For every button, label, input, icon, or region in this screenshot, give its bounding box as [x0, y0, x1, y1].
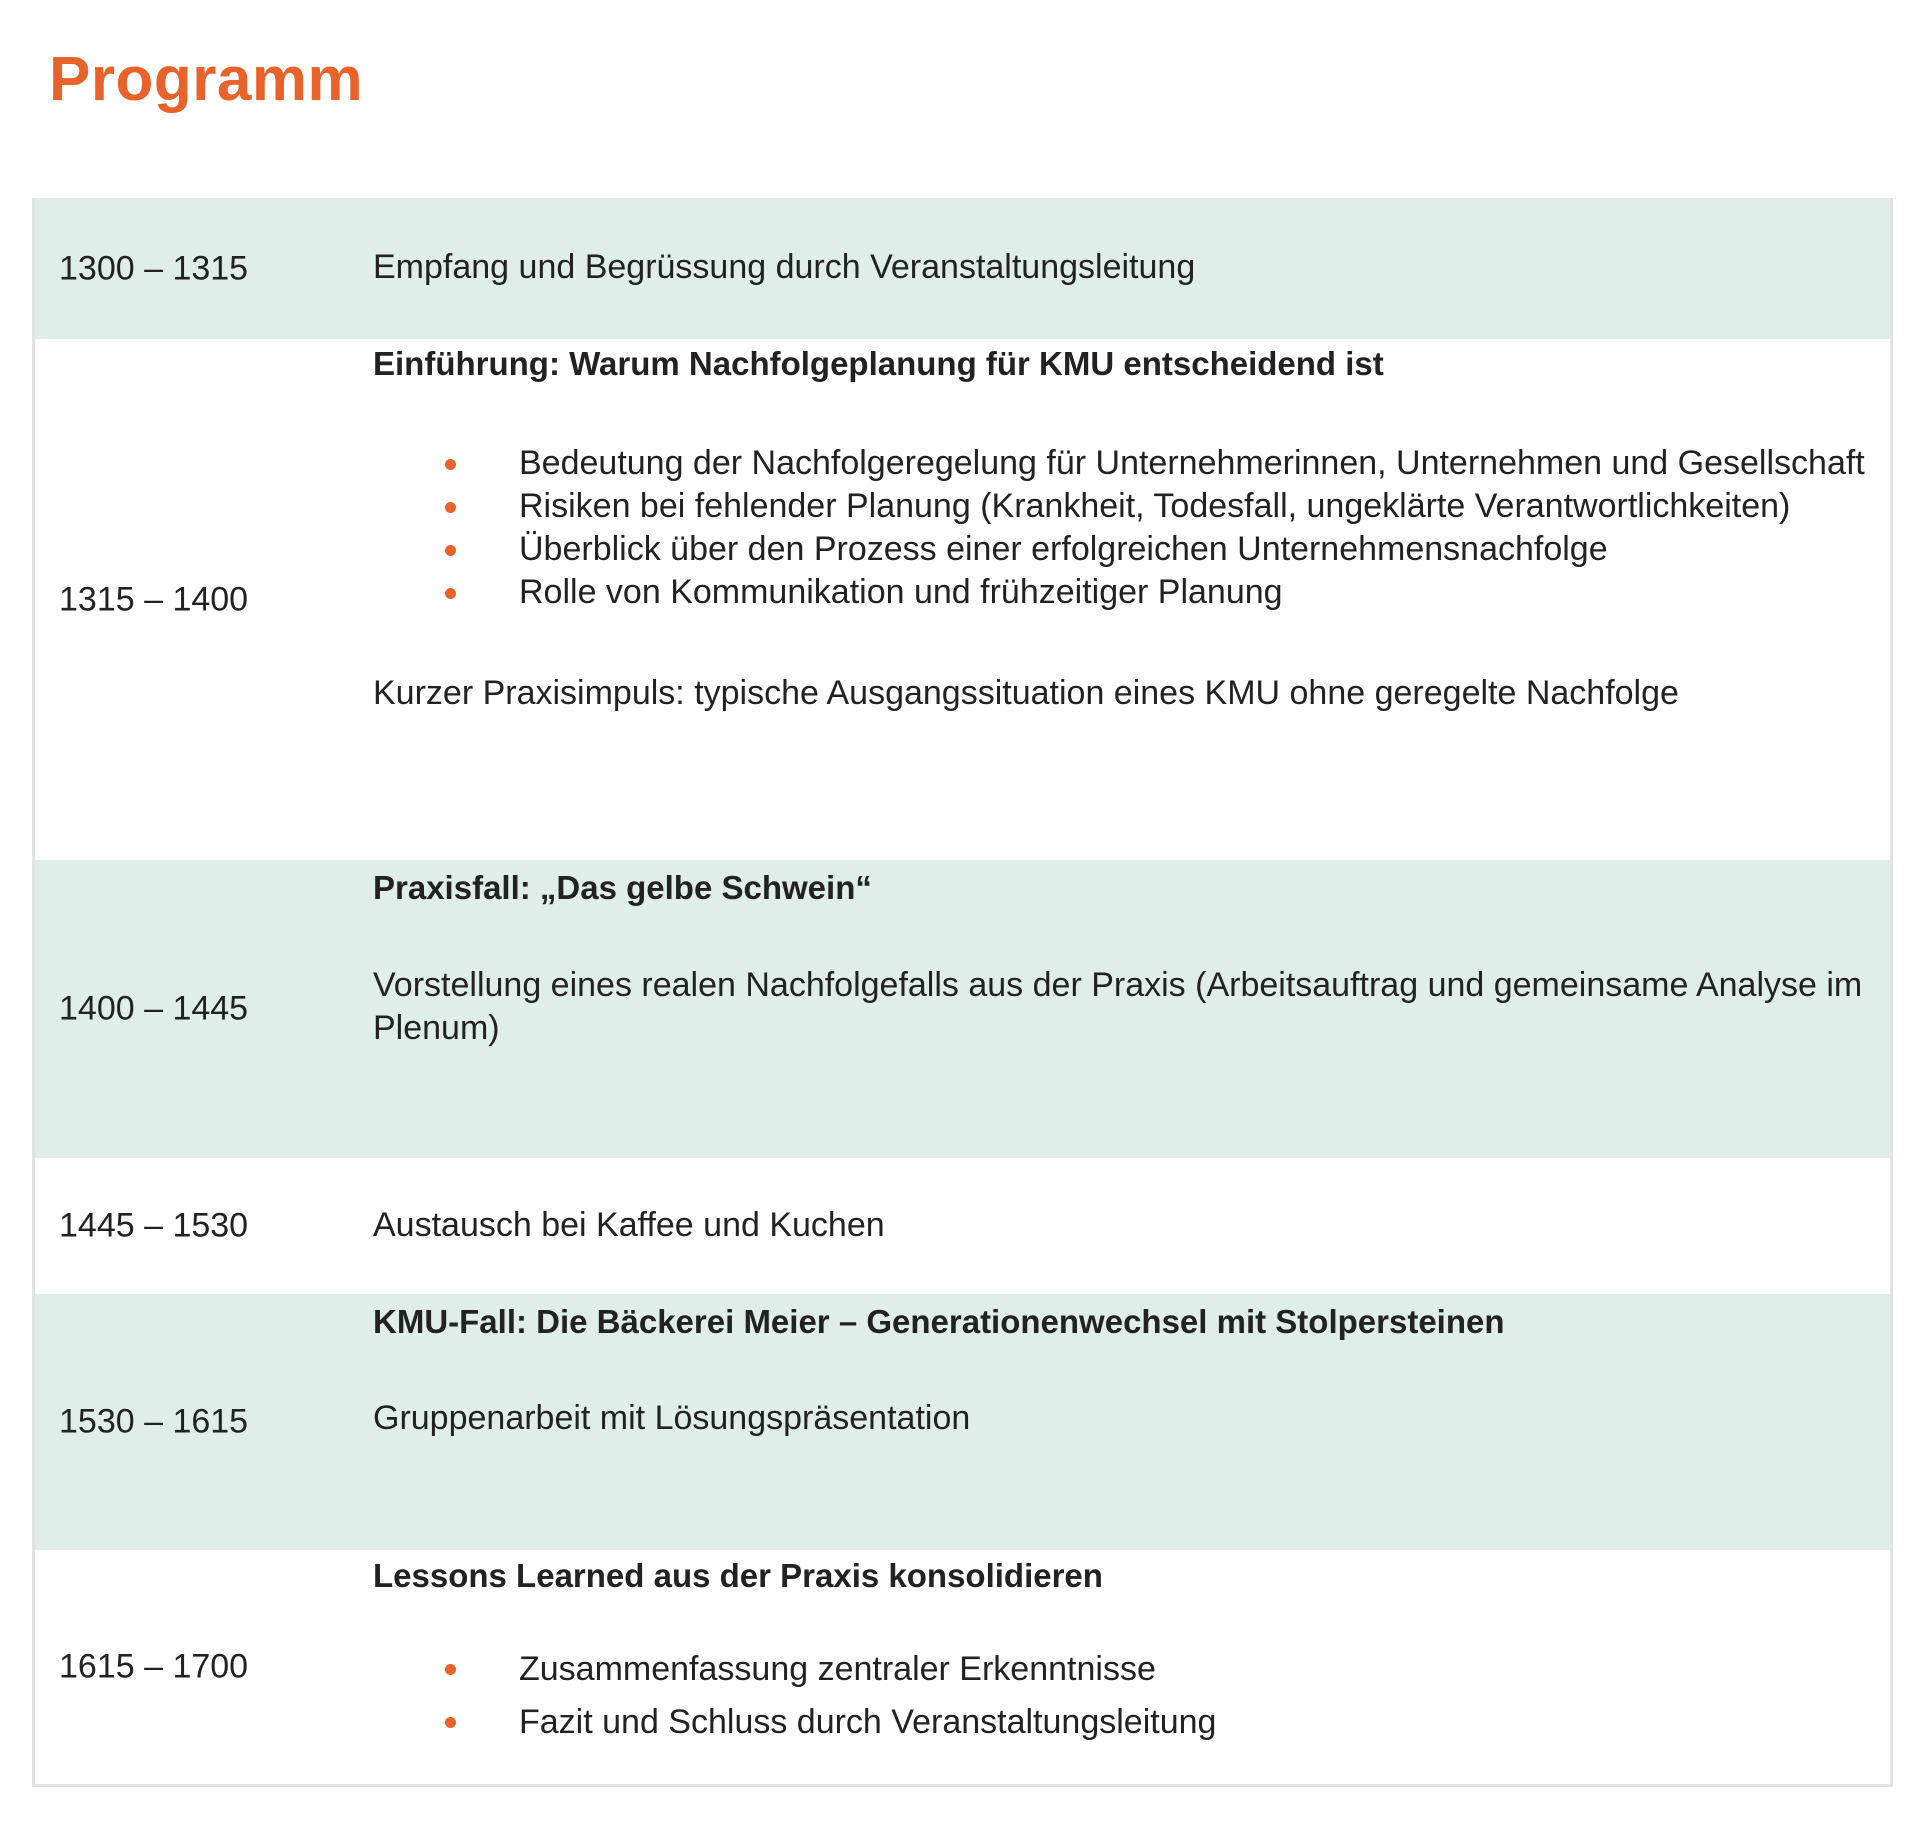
list-item: Fazit und Schluss durch Veranstaltungsleitung: [373, 1696, 1868, 1749]
time-slot: 1615 – 1700: [59, 1647, 249, 1686]
list-item: Bedeutung der Nachfolgeregelung für Unternehmerinnen, Unternehmen und Gesellschaft: [373, 442, 1868, 485]
session-heading: Lessons Learned aus der Praxis konsolidieren: [373, 1557, 1103, 1594]
list-item: Rolle von Kommunikation und frühzeitiger Planung: [373, 571, 1868, 614]
topic-list: [373, 442, 1868, 614]
session-content: [373, 246, 1868, 289]
session-content: [373, 342, 1868, 715]
session-content: [373, 1204, 1868, 1247]
bullet-icon: [445, 1664, 456, 1675]
list-item: Risiken bei fehlender Planung (Krankheit, Todesfall, ungeklärte Verantwortlichkeiten): [373, 485, 1868, 528]
schedule-row: [35, 1550, 1890, 1784]
bullet-icon: [445, 588, 456, 599]
session-text: Empfang und Begrüssung durch Veranstaltungsleitung: [373, 248, 1196, 286]
page-title: Programm: [49, 45, 364, 114]
bullet-icon: [445, 502, 456, 513]
session-heading: KMU-Fall: Die Bäckerei Meier – Generationenwechsel mit Stolpersteinen: [373, 1303, 1505, 1340]
bullet-icon: [445, 545, 456, 556]
bullet-icon: [445, 1717, 456, 1728]
schedule-row: [35, 1294, 1890, 1550]
schedule-row: [35, 860, 1890, 1158]
session-text: Austausch bei Kaffee und Kuchen: [373, 1206, 885, 1244]
time-slot: 1300 – 1315: [59, 249, 249, 287]
schedule-row: [35, 198, 1890, 339]
program-schedule: [32, 198, 1893, 1787]
time-slot: 1315 – 1400: [59, 580, 249, 618]
time-slot: 1445 – 1530: [59, 1206, 249, 1245]
session-content: [373, 1300, 1868, 1440]
session-heading: Einführung: Warum Nachfolgeplanung für KMU entscheidend ist: [373, 345, 1384, 382]
session-text: Vorstellung eines realen Nachfolgefalls aus der Praxis (Arbeitsauftrag und gemeinsame Analyse im Plenum): [373, 966, 1863, 1047]
topic-list: [373, 1643, 1868, 1749]
list-item: Überblick über den Prozess einer erfolgreichen Unternehmensnachfolge: [373, 528, 1868, 571]
schedule-row: [35, 339, 1890, 860]
list-item: Zusammenfassung zentraler Erkenntnisse: [373, 1643, 1868, 1696]
session-note: Kurzer Praxisimpuls: typische Ausgangssituation eines KMU ohne geregelte Nachfolge: [373, 674, 1679, 712]
session-content: [373, 866, 1868, 1050]
time-slot: 1530 – 1615: [59, 1402, 249, 1441]
session-text: Gruppenarbeit mit Lösungspräsentation: [373, 1399, 971, 1437]
schedule-row: [35, 1158, 1890, 1294]
session-content: [373, 1554, 1868, 1749]
bullet-icon: [445, 459, 456, 470]
session-heading: Praxisfall: „Das gelbe Schwein“: [373, 869, 872, 906]
time-slot: 1400 – 1445: [59, 989, 249, 1028]
